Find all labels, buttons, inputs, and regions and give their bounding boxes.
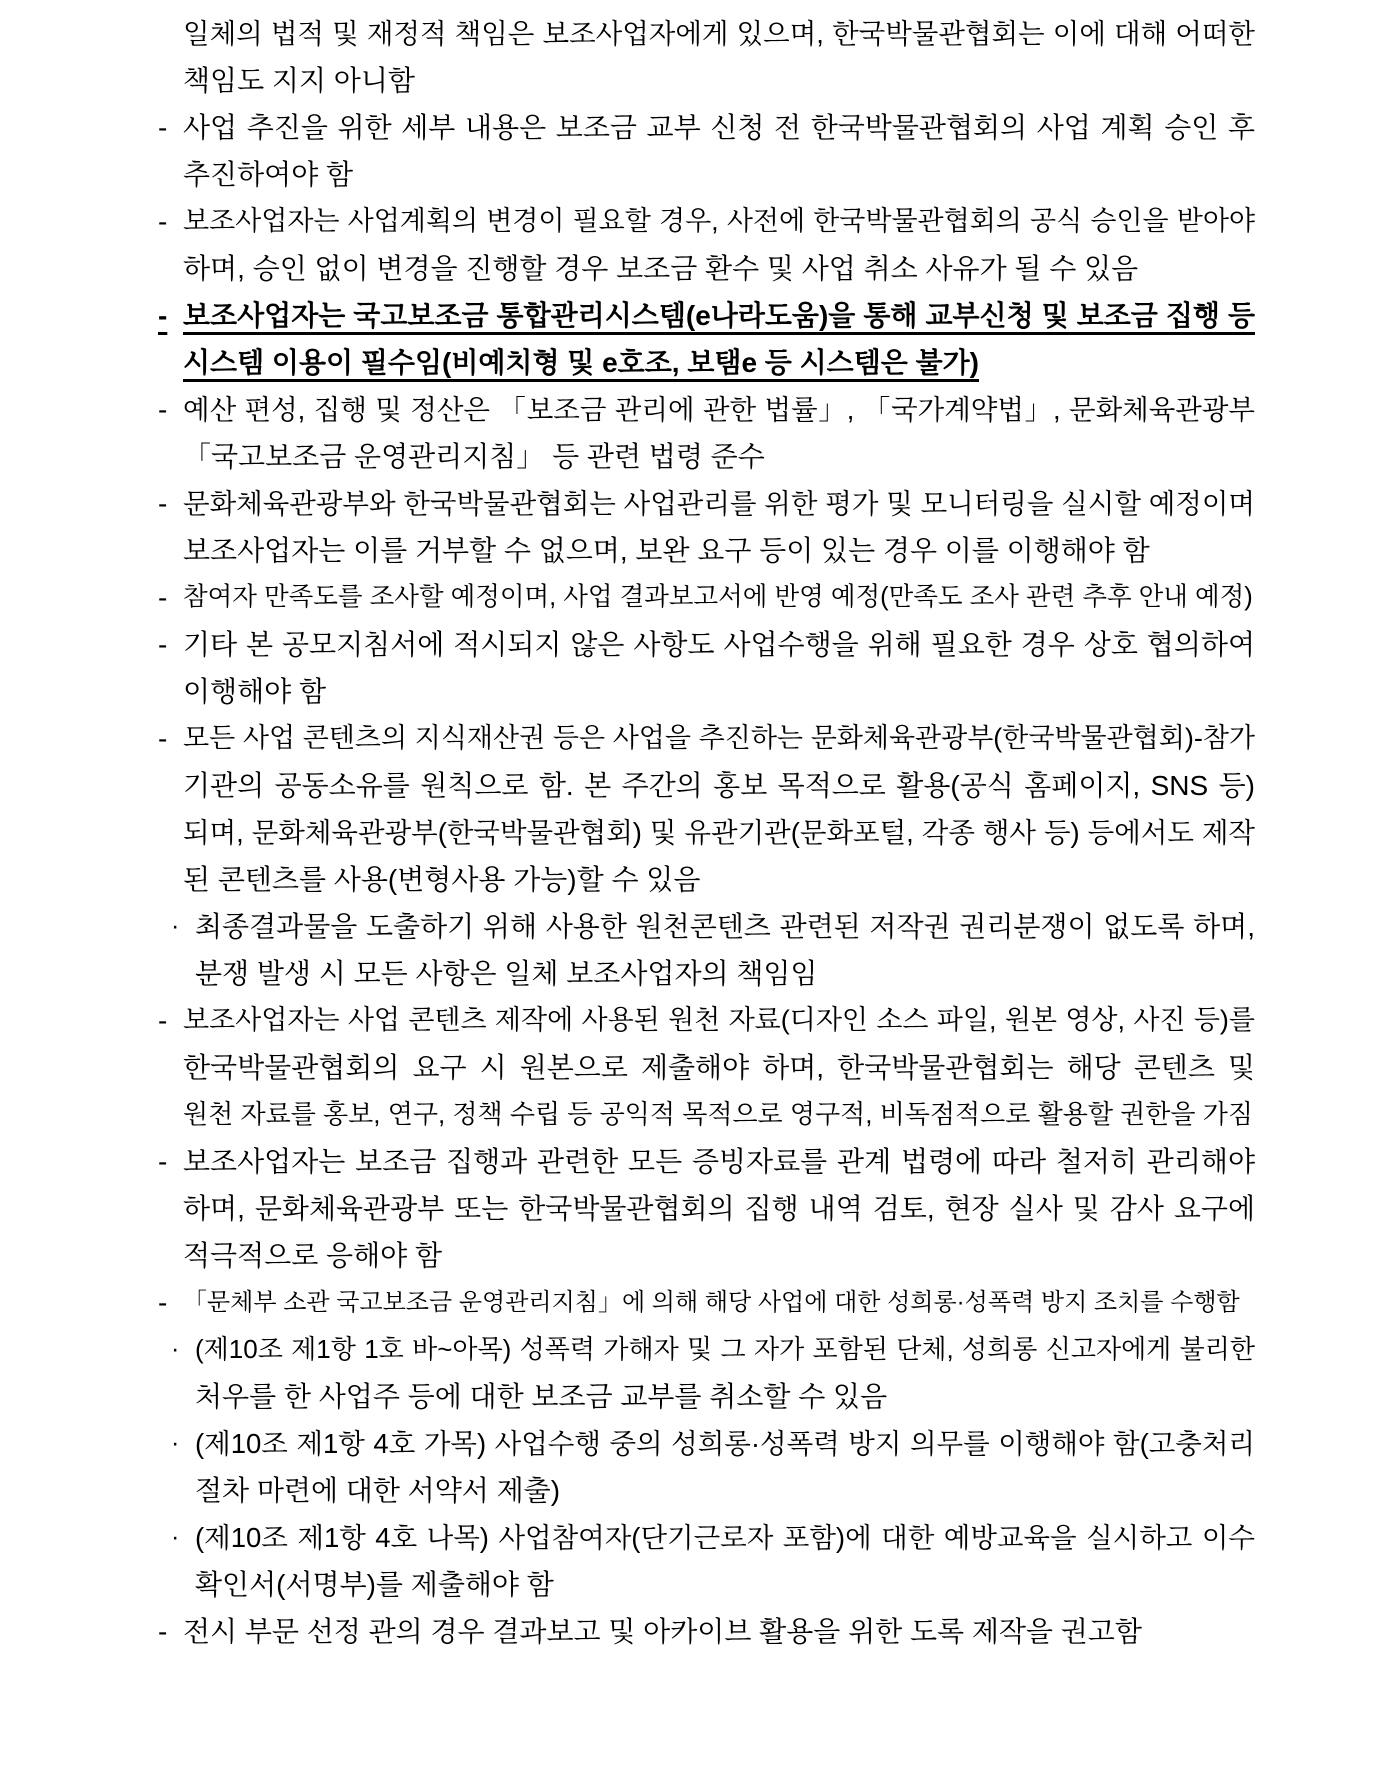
text-line: 「국고보조금 운영관리지침」 등 관련 법령 준수 [183, 441, 765, 472]
list-item [158, 903, 1255, 997]
text-line: 분쟁 발생 시 모든 사항은 일체 보조사업자의 책임임 [195, 958, 818, 989]
text-line: 「문체부 소관 국고보조금 운영관리지침」에 의해 해당 사업에 대한 성희롱·성폭력 방지 조치를 수행함 [183, 1289, 1240, 1316]
text-line: 처우를 한 사업주 등에 대한 보조금 교부를 취소할 수 있음 [195, 1381, 888, 1412]
text-line: 문화체육관광부와 한국박물관협회는 사업관리를 위한 평가 및 모니터링을 실시할 예정이며 [183, 488, 1255, 519]
item-lines [183, 480, 1255, 574]
text-line: 절차 마련에 대한 서약서 제출) [195, 1475, 561, 1506]
text-line: 보조사업자는 보조금 집행과 관련한 모든 증빙자료를 관계 법령에 따라 철저히 관리해야 [183, 1146, 1255, 1177]
item-lines [183, 1138, 1255, 1279]
dot-bullet-marker: · [171, 1429, 180, 1457]
list-item [158, 292, 1255, 386]
text-line: (제10조 제1항 4호 나목) 사업참여자(단기근로자 포함)에 대한 예방교육을 실시하고 이수 [195, 1522, 1255, 1553]
text-line: 최종결과물을 도출하기 위해 사용한 원천콘텐츠 관련된 저작권 권리분쟁이 없도록 하며, [195, 911, 1255, 942]
text-line: 된 콘텐츠를 사용(변형사용 가능)할 수 있음 [183, 864, 701, 895]
item-lines [195, 1420, 1255, 1514]
list-item [158, 480, 1255, 574]
text-line: 원천 자료를 홍보, 연구, 정책 수립 등 공익적 목적으로 영구적, 비독점적으로 활용할 권한을 가짐 [183, 1099, 1253, 1129]
list-item [158, 574, 1255, 621]
item-lines [183, 715, 1255, 903]
list-item [158, 1514, 1255, 1608]
item-lines [195, 903, 1255, 997]
dash-bullet-marker: - [158, 1005, 168, 1036]
item-lines [183, 1608, 1255, 1655]
dot-bullet-marker: · [171, 912, 180, 940]
text-line: 책임도 지지 아니함 [183, 65, 415, 96]
list-item [158, 198, 1255, 292]
list-item [158, 1138, 1255, 1279]
dash-bullet-marker: - [158, 1146, 168, 1177]
text-line: 보조사업자는 사업계획의 변경이 필요할 경우, 사전에 한국박물관협회의 공식 승인을 받아야 [183, 206, 1255, 236]
dash-bullet-marker: - [158, 394, 168, 425]
text-line: (제10조 제1항 4호 가목) 사업수행 중의 성희롱·성폭력 방지 의무를 이행해야 함(고충처리 [195, 1428, 1255, 1459]
list-item [158, 1279, 1255, 1326]
document-body [158, 10, 1255, 1655]
text-line: 보조사업자는 이를 거부할 수 없으며, 보완 요구 등이 있는 경우 이를 이행해야 함 [183, 535, 1150, 566]
dash-bullet-marker: - [158, 1616, 168, 1647]
text-line: 일체의 법적 및 재정적 책임은 보조사업자에게 있으며, 한국박물관협회는 이에 대해 어떠한 [183, 18, 1255, 49]
dash-bullet-marker: - [158, 488, 168, 519]
dot-bullet-marker: · [171, 1523, 180, 1551]
list-item [158, 715, 1255, 903]
item-lines [183, 10, 1255, 104]
text-line: 추진하여야 함 [183, 159, 354, 190]
item-lines [183, 198, 1255, 292]
text-line: 보조사업자는 국고보조금 통합관리시스템(e나라도움)을 통해 교부신청 및 보조금 집행 등 [183, 300, 1255, 331]
dash-bullet-marker: - [158, 206, 168, 237]
text-line: (제10조 제1항 1호 바~아목) 성폭력 가해자 및 그 자가 포함된 단체, 성희롱 신고자에게 불리한 [195, 1334, 1255, 1364]
dash-bullet-marker: - [158, 723, 168, 754]
text-line: 기타 본 공모지침서에 적시되지 않은 사항도 사업수행을 위해 필요한 경우 상호 협의하여 [183, 629, 1255, 660]
item-lines [183, 574, 1255, 621]
text-line: 참여자 만족도를 조사할 예정이며, 사업 결과보고서에 반영 예정(만족도 조사 관련 추후 안내 예정) [183, 583, 1253, 611]
item-lines [195, 1514, 1255, 1608]
dash-bullet-marker: - [158, 582, 168, 613]
list-item [158, 997, 1255, 1138]
item-lines [183, 386, 1255, 480]
text-line: 사업 추진을 위한 세부 내용은 보조금 교부 신청 전 한국박물관협회의 사업 계획 승인 후 [183, 112, 1255, 143]
text-line: 예산 편성, 집행 및 정산은 「보조금 관리에 관한 법률」, 「국가계약법」, 문화체육관광부 [183, 394, 1255, 425]
dot-bullet-marker: · [171, 1335, 180, 1363]
dash-bullet-marker: - [158, 112, 168, 143]
text-line: 하며, 승인 없이 변경을 진행할 경우 보조금 환수 및 사업 취소 사유가 될 수 있음 [183, 253, 1139, 284]
list-item [158, 386, 1255, 480]
dash-bullet-marker: - [158, 629, 168, 660]
dash-bullet-marker: - [158, 300, 168, 331]
dash-bullet-marker: - [158, 1287, 168, 1318]
list-item [158, 1420, 1255, 1514]
item-lines [183, 292, 1255, 386]
text-line: 보조사업자는 사업 콘텐츠 제작에 사용된 원천 자료(디자인 소스 파일, 원본 영상, 사진 등)를 [183, 1005, 1255, 1035]
list-item [158, 10, 1255, 104]
list-item [158, 104, 1255, 198]
text-line: 하며, 문화체육관광부 또는 한국박물관협회의 집행 내역 검토, 현장 실사 및 감사 요구에 [183, 1193, 1255, 1224]
text-line: 전시 부문 선정 관의 경우 결과보고 및 아카이브 활용을 위한 도록 제작을 권고함 [183, 1616, 1142, 1647]
item-lines [183, 997, 1255, 1138]
text-line: 적극적으로 응해야 함 [183, 1240, 442, 1271]
item-lines [183, 104, 1255, 198]
list-item [158, 1326, 1255, 1420]
item-lines [195, 1326, 1255, 1420]
text-line: 되며, 문화체육관광부(한국박물관협회) 및 유관기관(문화포털, 각종 행사 등) 등에서도 제작 [183, 817, 1255, 848]
list-item [158, 1608, 1255, 1655]
item-lines [183, 1279, 1255, 1326]
text-line: 확인서(서명부)를 제출해야 함 [195, 1569, 554, 1600]
item-lines [183, 621, 1255, 715]
text-line: 모든 사업 콘텐츠의 지식재산권 등은 사업을 추진하는 문화체육관광부(한국박물관협회)-참가 [183, 723, 1255, 753]
text-line: 기관의 공동소유를 원칙으로 함. 본 주간의 홍보 목적으로 활용(공식 홈페이지, SNS 등) [183, 770, 1255, 801]
text-line: 시스템 이용이 필수임(비예치형 및 e호조, 보탬e 등 시스템은 불가) [183, 347, 980, 378]
text-line: 이행해야 함 [183, 676, 327, 707]
list-item [158, 621, 1255, 715]
text-line: 한국박물관협회의 요구 시 원본으로 제출해야 하며, 한국박물관협회는 해당 콘텐츠 및 [183, 1052, 1255, 1083]
